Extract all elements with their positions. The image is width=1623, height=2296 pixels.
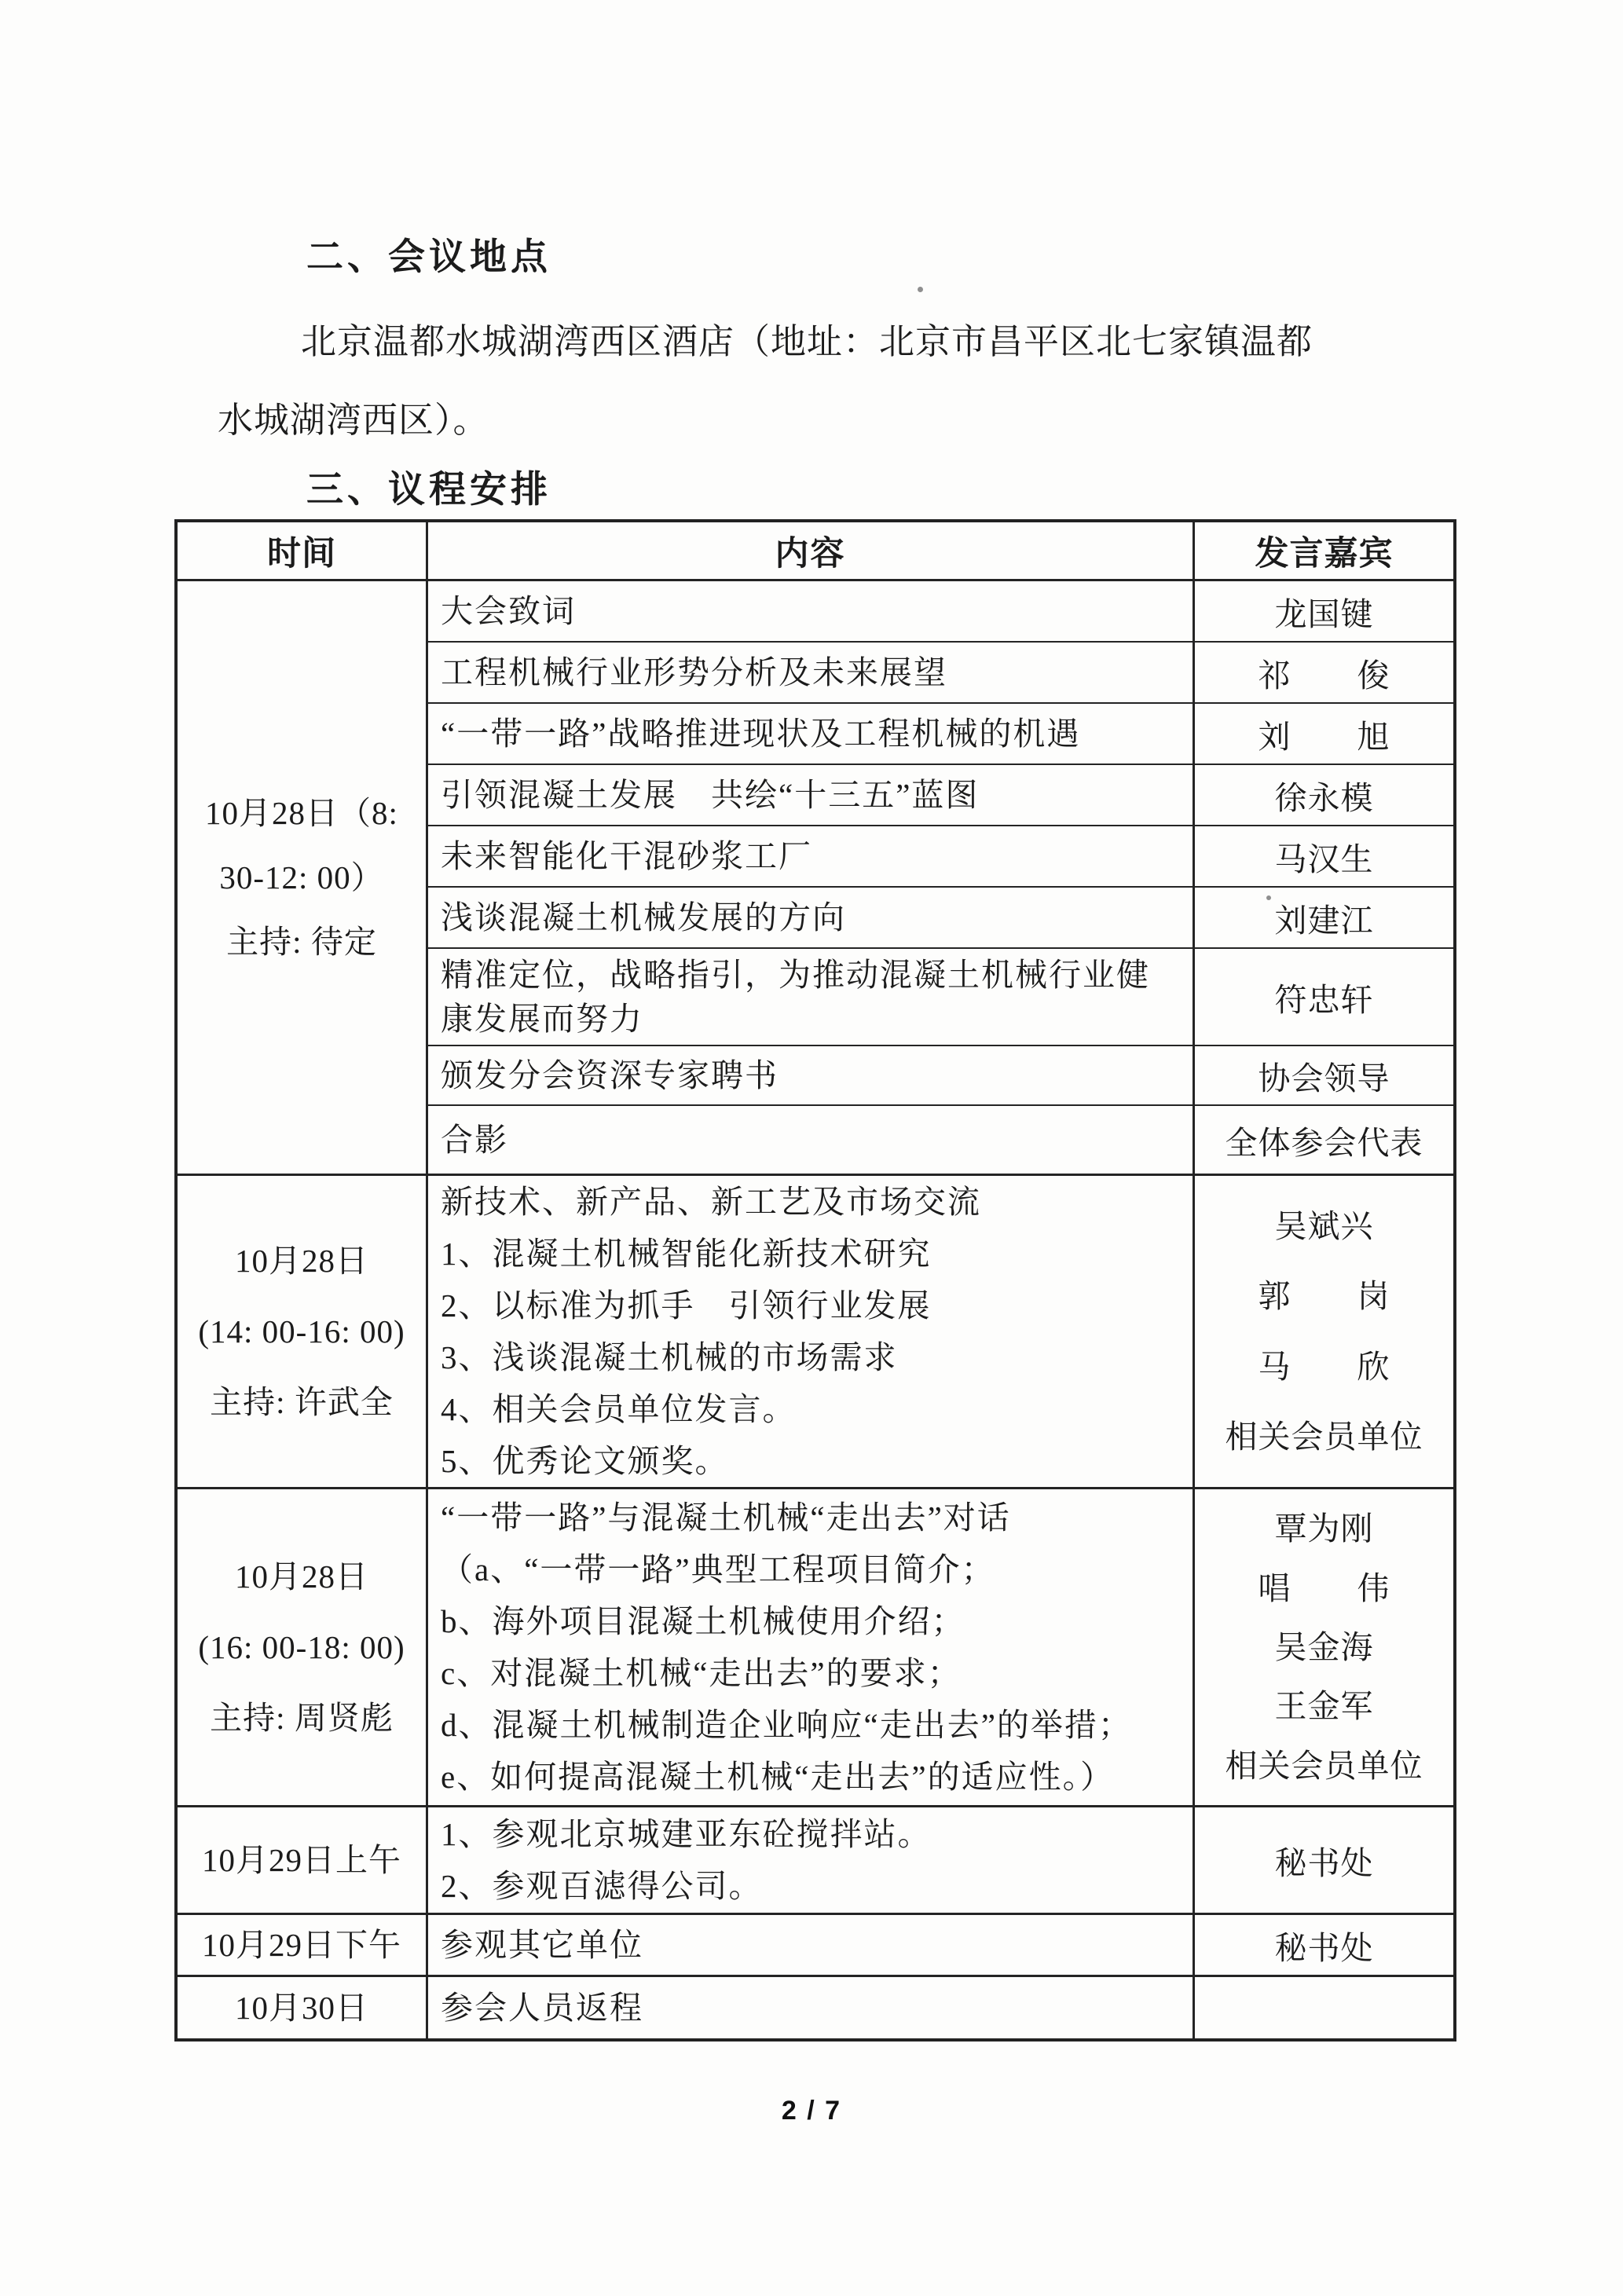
- content-cell: 浅谈混凝土机械发展的方向: [428, 888, 1195, 947]
- speaker-cell: [1195, 1807, 1453, 1913]
- content-line: 2、以标准为抓手 引领行业发展: [441, 1287, 932, 1324]
- time-line: (14: 00-16: 00): [198, 1313, 405, 1349]
- time-line: 30-12: 00）: [219, 859, 384, 895]
- time-line: 10月29日上午: [202, 1842, 401, 1878]
- speaker-cell: 刘建江: [1274, 902, 1374, 939]
- time-cell: [178, 1176, 428, 1487]
- content-line: 1、混凝土机械智能化新技术研究: [441, 1236, 932, 1272]
- speaker-name: 相关会员单位: [1225, 1418, 1423, 1455]
- speaker-name: 郭 岗: [1258, 1278, 1390, 1315]
- speaker-name: 马 欣: [1258, 1348, 1390, 1385]
- agenda-block-oct29-morning: [178, 1805, 1453, 1913]
- location-paragraph-line-1: 北京温都水城湖湾西区酒店（地址：北京市昌平区北七家镇温都: [301, 322, 1313, 361]
- content-line: b、海外项目混凝土机械使用介绍；: [441, 1603, 965, 1639]
- time-cell: [178, 1489, 428, 1805]
- speaker-cell: [1195, 1915, 1453, 1975]
- header-cell-speaker: 发言嘉宾: [1255, 535, 1394, 573]
- speaker-cell: 全体参会代表: [1225, 1124, 1423, 1161]
- content-line: （a、“一带一路”典型工程项目简介；: [441, 1551, 995, 1587]
- table-row: [428, 1104, 1453, 1174]
- content-cell: [428, 1489, 1195, 1805]
- speaker-name: 覃为刚: [1274, 1511, 1374, 1547]
- table-row: [428, 764, 1453, 825]
- agenda-table: [174, 519, 1456, 2041]
- header-cell-time: 时间: [178, 522, 428, 579]
- speaker-name: 秘书处: [1274, 1929, 1374, 1966]
- table-row: [428, 702, 1453, 764]
- content-line: 参观其它单位: [441, 1927, 643, 1963]
- speaker-name: 吴金海: [1274, 1628, 1374, 1665]
- content-line: d、混凝土机械制造企业响应“走出去”的举措；: [441, 1707, 1132, 1743]
- content-cell: [428, 1176, 1195, 1487]
- speaker-cell-empty: [1195, 1977, 1453, 2038]
- speaker-cell: [1195, 1176, 1453, 1487]
- content-line: 1、参观北京城建亚东砼搅拌站。: [441, 1816, 932, 1852]
- content-line: e、如何提高混凝土机械“走出去”的适应性。）: [441, 1759, 1115, 1795]
- content-cell: 工程机械行业形势分析及未来展望: [428, 643, 1195, 702]
- content-cell: 引领混凝土发展 共绘“十三五”蓝图: [428, 765, 1195, 825]
- speaker-name: 相关会员单位: [1225, 1747, 1423, 1784]
- content-cell: 颁发分会资深专家聘书: [428, 1046, 1195, 1104]
- table-row: [428, 581, 1453, 641]
- table-row: [428, 1045, 1453, 1104]
- content-line: 参会人员返程: [441, 1990, 643, 2026]
- table-row: [428, 825, 1453, 886]
- header-cell-content: 内容: [428, 522, 1195, 579]
- agenda-block-oct28-afternoon2: [178, 1487, 1453, 1805]
- speaker-cell: [1195, 1489, 1453, 1805]
- content-cell: 合影: [428, 1106, 1195, 1174]
- agenda-block-oct30: [178, 1975, 1453, 2038]
- speaker-cell: 刘 旭: [1258, 718, 1390, 755]
- table-header-row: [178, 522, 1453, 579]
- location-paragraph-line-2: 水城湖湾西区）。: [218, 401, 489, 440]
- content-line: 5、优秀论文颁奖。: [441, 1443, 729, 1479]
- section-heading-agenda: 三、议程安排: [306, 470, 551, 511]
- content-cell: [428, 1977, 1195, 2038]
- time-line: 主持: 待定: [226, 924, 377, 960]
- time-line: (16: 00-18: 00): [198, 1629, 405, 1665]
- table-row: [428, 641, 1453, 702]
- time-line: 主持: 周贤彪: [210, 1700, 394, 1736]
- content-cell: “一带一路”战略推进现状及工程机械的机遇: [428, 704, 1195, 764]
- content-cell: 大会致词: [428, 581, 1195, 641]
- content-line: 2、参观百滤得公司。: [441, 1868, 763, 1904]
- time-line: 10月28日: [235, 1558, 368, 1595]
- page-number: 2 / 7: [781, 2096, 842, 2126]
- speaker-cell: 龙国键: [1274, 595, 1374, 632]
- speaker-cell: 符忠轩: [1274, 981, 1374, 1018]
- agenda-block-oct29-afternoon: [178, 1913, 1453, 1975]
- content-line: 3、浅谈混凝土机械的市场需求: [441, 1339, 898, 1375]
- speaker-cell: 马汉生: [1274, 840, 1374, 877]
- time-cell: [178, 581, 428, 1174]
- content-line: 新技术、新产品、新工艺及市场交流: [441, 1184, 981, 1220]
- time-line: 10月28日: [235, 1243, 368, 1279]
- time-line: 主持: 许武全: [210, 1384, 394, 1420]
- content-cell: [428, 1915, 1195, 1975]
- time-cell: [178, 1807, 428, 1913]
- content-cell: [428, 1807, 1195, 1913]
- scan-speck: [918, 287, 923, 292]
- speaker-cell: 协会领导: [1258, 1060, 1390, 1097]
- content-line: c、对混凝土机械“走出去”的要求；: [441, 1655, 962, 1691]
- speaker-name: 王金军: [1274, 1688, 1374, 1725]
- content-cell: 精准定位，战略指引，为推动混凝土机械行业健康发展而努力: [428, 949, 1195, 1045]
- speaker-name: 秘书处: [1274, 1844, 1374, 1881]
- time-cell: [178, 1915, 428, 1975]
- speaker-name: 唱 伟: [1258, 1569, 1390, 1606]
- agenda-block-oct28-morning: [178, 579, 1453, 1174]
- content-line: 4、相关会员单位发言。: [441, 1391, 797, 1427]
- time-line: 10月30日: [235, 1990, 368, 2026]
- agenda-block-oct28-afternoon1: [178, 1174, 1453, 1487]
- speaker-cell: 徐永模: [1274, 779, 1374, 816]
- content-cell: 未来智能化干混砂浆工厂: [428, 826, 1195, 886]
- time-line: 10月28日（8:: [205, 795, 398, 831]
- speaker-name: 吴斌兴: [1274, 1208, 1374, 1245]
- table-row: [428, 947, 1453, 1045]
- agenda-subrows: [428, 581, 1453, 1174]
- section-heading-meeting-location: 二、会议地点: [306, 237, 551, 278]
- speaker-cell: 祁 俊: [1258, 657, 1390, 694]
- table-row: [428, 886, 1453, 947]
- time-cell: [178, 1977, 428, 2038]
- time-line: 10月29日下午: [202, 1927, 401, 1963]
- content-line: “一带一路”与混凝土机械“走出去”对话: [441, 1500, 1011, 1536]
- scan-speck: [1266, 895, 1271, 900]
